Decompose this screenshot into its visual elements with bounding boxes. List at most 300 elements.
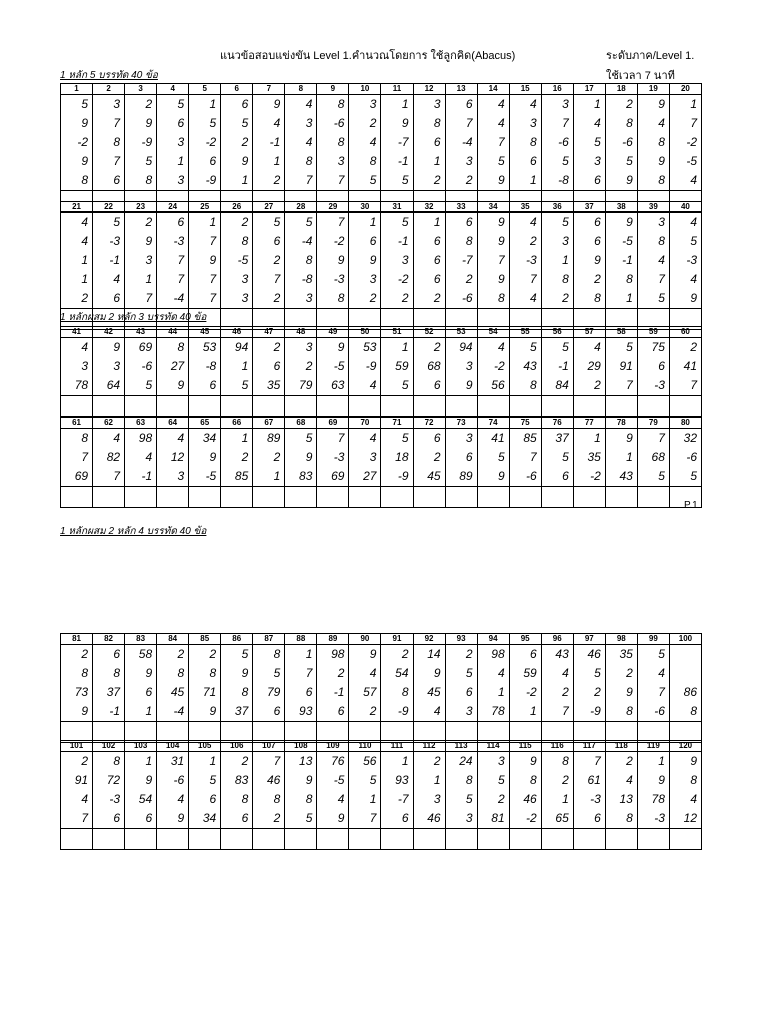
- operand-cell: 3: [541, 232, 573, 251]
- operand-cell: 61: [573, 771, 605, 790]
- operand-cell: 2: [253, 338, 285, 358]
- operand-cell: 54: [125, 790, 157, 809]
- operand-cell: 41: [477, 429, 509, 449]
- operand-cell: 5: [349, 771, 381, 790]
- answer-cell[interactable]: [413, 396, 445, 417]
- problem-number: 114: [477, 741, 509, 752]
- operand-cell: 9: [413, 664, 445, 683]
- answer-cell[interactable]: [669, 396, 701, 417]
- operand-cell: -6: [509, 467, 541, 487]
- operand-cell: 3: [381, 251, 413, 270]
- operand-cell: 5: [477, 771, 509, 790]
- operand-cell: 4: [285, 133, 317, 152]
- operand-row: [61, 683, 702, 702]
- operand-cell: 8: [605, 702, 637, 722]
- operand-cell: 3: [413, 95, 445, 115]
- answer-cell[interactable]: [61, 487, 93, 508]
- problem-number: 46: [221, 327, 253, 338]
- operand-cell: 7: [189, 232, 221, 251]
- operand-cell: 8: [381, 683, 413, 702]
- problem-table: [60, 83, 702, 212]
- operand-cell: 3: [637, 213, 669, 233]
- operand-cell: 9: [605, 213, 637, 233]
- problem-number: 45: [189, 327, 221, 338]
- operand-cell: 43: [509, 357, 541, 376]
- operand-cell: -1: [605, 251, 637, 270]
- operand-cell: 7: [669, 376, 701, 396]
- operand-cell: 6: [125, 683, 157, 702]
- answer-cell[interactable]: [61, 829, 93, 850]
- operand-cell: 2: [573, 376, 605, 396]
- answer-cell[interactable]: [125, 829, 157, 850]
- problem-number: 63: [125, 418, 157, 429]
- operand-cell: 35: [605, 645, 637, 665]
- operand-cell: 9: [125, 664, 157, 683]
- operand-cell: 4: [637, 664, 669, 683]
- operand-cell: 7: [317, 429, 349, 449]
- operand-cell: 5: [93, 213, 125, 233]
- operand-cell: 82: [93, 448, 125, 467]
- operand-cell: 8: [349, 152, 381, 171]
- answer-cell[interactable]: [189, 829, 221, 850]
- answer-cell[interactable]: [445, 396, 477, 417]
- operand-cell: 7: [669, 114, 701, 133]
- operand-cell: 9: [637, 771, 669, 790]
- operand-cell: 8: [317, 133, 349, 152]
- answer-cell[interactable]: [317, 396, 349, 417]
- answer-cell[interactable]: [317, 829, 349, 850]
- answer-cell[interactable]: [157, 396, 189, 417]
- problem-number: 35: [509, 202, 541, 213]
- operand-row: [61, 251, 702, 270]
- answer-cell[interactable]: [381, 487, 413, 508]
- section-label-2: 1 หลักผสม 2 หลัก 3 บรรทัด 40 ข้อ: [60, 312, 207, 323]
- operand-cell: -2: [381, 270, 413, 289]
- operand-cell: 2: [573, 683, 605, 702]
- operand-cell: 1: [221, 357, 253, 376]
- operand-cell: 1: [669, 95, 701, 115]
- answer-cell[interactable]: [605, 829, 637, 850]
- operand-cell: 2: [573, 270, 605, 289]
- operand-cell: 2: [253, 289, 285, 309]
- operand-cell: 56: [477, 376, 509, 396]
- problem-number: 79: [637, 418, 669, 429]
- operand-cell: 7: [605, 376, 637, 396]
- operand-cell: 1: [637, 752, 669, 772]
- problem-number: 83: [125, 634, 157, 645]
- answer-cell[interactable]: [221, 487, 253, 508]
- answer-cell[interactable]: [189, 487, 221, 508]
- answer-row: [61, 829, 702, 850]
- operand-cell: 2: [221, 448, 253, 467]
- answer-cell[interactable]: [605, 396, 637, 417]
- answer-cell[interactable]: [573, 829, 605, 850]
- operand-cell: 4: [157, 790, 189, 809]
- problem-number: 109: [317, 741, 349, 752]
- answer-cell[interactable]: [669, 829, 701, 850]
- operand-cell: 89: [445, 467, 477, 487]
- operand-cell: 8: [317, 95, 349, 115]
- operand-cell: 2: [413, 752, 445, 772]
- operand-cell: 8: [285, 152, 317, 171]
- operand-cell: 6: [221, 809, 253, 829]
- operand-cell: 5: [637, 645, 669, 665]
- operand-cell: 53: [189, 338, 221, 358]
- problem-number: 61: [61, 418, 93, 429]
- operand-cell: 2: [253, 448, 285, 467]
- operand-cell: 5: [637, 289, 669, 309]
- operand-cell: 8: [477, 289, 509, 309]
- operand-row: [61, 702, 702, 722]
- operand-cell: 41: [669, 357, 701, 376]
- operand-cell: 9: [605, 429, 637, 449]
- operand-cell: -1: [93, 702, 125, 722]
- operand-cell: 9: [669, 289, 701, 309]
- answer-cell[interactable]: [637, 396, 669, 417]
- operand-cell: 9: [253, 95, 285, 115]
- operand-cell: 7: [477, 251, 509, 270]
- operand-cell: 5: [221, 114, 253, 133]
- answer-cell[interactable]: [541, 487, 573, 508]
- operand-cell: 5: [381, 213, 413, 233]
- problem-number-row: [61, 202, 702, 213]
- operand-cell: 1: [189, 213, 221, 233]
- answer-cell[interactable]: [413, 487, 445, 508]
- operand-cell: 4: [477, 338, 509, 358]
- operand-cell: 1: [125, 702, 157, 722]
- operand-cell: 5: [381, 376, 413, 396]
- operand-cell: 5: [573, 664, 605, 683]
- operand-cell: 5: [541, 213, 573, 233]
- operand-cell: 1: [221, 429, 253, 449]
- answer-cell[interactable]: [349, 829, 381, 850]
- operand-cell: 9: [189, 702, 221, 722]
- problem-number: 104: [157, 741, 189, 752]
- problem-number: 17: [573, 84, 605, 95]
- operand-cell: 3: [541, 95, 573, 115]
- operand-cell: 7: [61, 448, 93, 467]
- problem-number: 72: [413, 418, 445, 429]
- operand-cell: -8: [189, 357, 221, 376]
- problem-number-row: [61, 741, 702, 752]
- operand-cell: 7: [61, 809, 93, 829]
- operand-cell: 9: [477, 232, 509, 251]
- operand-cell: 4: [93, 429, 125, 449]
- operand-cell: 7: [509, 448, 541, 467]
- answer-cell[interactable]: [221, 396, 253, 417]
- operand-cell: -1: [381, 152, 413, 171]
- operand-cell: 2: [61, 289, 93, 309]
- operand-cell: 7: [445, 114, 477, 133]
- operand-cell: 1: [349, 790, 381, 809]
- operand-cell: 4: [509, 289, 541, 309]
- answer-cell[interactable]: [477, 829, 509, 850]
- operand-cell: 3: [413, 790, 445, 809]
- problem-number: 69: [317, 418, 349, 429]
- problem-number: 13: [445, 84, 477, 95]
- operand-cell: 2: [253, 251, 285, 270]
- operand-cell: 6: [189, 376, 221, 396]
- operand-cell: 8: [189, 664, 221, 683]
- operand-cell: 3: [157, 467, 189, 487]
- operand-cell: 7: [637, 683, 669, 702]
- operand-cell: 5: [381, 429, 413, 449]
- operand-cell: 9: [605, 171, 637, 191]
- operand-cell: 7: [477, 133, 509, 152]
- problem-number: 28: [285, 202, 317, 213]
- problem-number: 7: [253, 84, 285, 95]
- operand-cell: 8: [61, 171, 93, 191]
- problem-number: 98: [605, 634, 637, 645]
- answer-cell[interactable]: [93, 829, 125, 850]
- operand-cell: 6: [573, 171, 605, 191]
- answer-cell[interactable]: [541, 396, 573, 417]
- answer-cell[interactable]: [125, 487, 157, 508]
- answer-cell[interactable]: [605, 487, 637, 508]
- operand-cell: 7: [285, 171, 317, 191]
- answer-cell[interactable]: [93, 487, 125, 508]
- operand-cell: -9: [125, 133, 157, 152]
- level-label: ระดับภาค/Level 1.: [606, 50, 695, 62]
- operand-cell: 7: [573, 752, 605, 772]
- operand-cell: 4: [477, 95, 509, 115]
- operand-cell: 2: [541, 289, 573, 309]
- operand-cell: 5: [477, 448, 509, 467]
- operand-cell: 7: [93, 114, 125, 133]
- answer-cell[interactable]: [61, 396, 93, 417]
- problem-number-row: [61, 418, 702, 429]
- answer-cell[interactable]: [221, 829, 253, 850]
- operand-cell: 8: [637, 171, 669, 191]
- answer-cell[interactable]: [253, 487, 285, 508]
- operand-cell: 6: [413, 133, 445, 152]
- operand-cell: 9: [61, 702, 93, 722]
- answer-cell[interactable]: [349, 487, 381, 508]
- problem-number: 31: [381, 202, 413, 213]
- operand-cell: 68: [637, 448, 669, 467]
- answer-cell[interactable]: [413, 829, 445, 850]
- operand-cell: 59: [509, 664, 541, 683]
- problem-number: 68: [285, 418, 317, 429]
- operand-cell: 7: [285, 664, 317, 683]
- operand-cell: 46: [573, 645, 605, 665]
- operand-cell: 1: [125, 752, 157, 772]
- operand-cell: 6: [349, 232, 381, 251]
- problem-number: 74: [477, 418, 509, 429]
- operand-cell: 3: [477, 752, 509, 772]
- operand-cell: 5: [637, 467, 669, 487]
- operand-cell: 5: [349, 171, 381, 191]
- operand-cell: -3: [637, 376, 669, 396]
- problem-number: 67: [253, 418, 285, 429]
- problem-number: 66: [221, 418, 253, 429]
- operand-cell: 9: [349, 645, 381, 665]
- answer-cell[interactable]: [285, 487, 317, 508]
- operand-cell: 8: [445, 771, 477, 790]
- problem-number: 1: [61, 84, 93, 95]
- operand-cell: 1: [381, 95, 413, 115]
- problem-number: 58: [605, 327, 637, 338]
- answer-cell[interactable]: [637, 829, 669, 850]
- answer-cell[interactable]: [509, 396, 541, 417]
- answer-cell[interactable]: [509, 487, 541, 508]
- answer-cell[interactable]: [157, 829, 189, 850]
- operand-cell: 4: [477, 664, 509, 683]
- operand-cell: 4: [509, 95, 541, 115]
- problem-number: 15: [509, 84, 541, 95]
- answer-cell[interactable]: [573, 396, 605, 417]
- operand-cell: 68: [413, 357, 445, 376]
- answer-cell[interactable]: [93, 396, 125, 417]
- operand-cell: 6: [445, 683, 477, 702]
- problem-number: 105: [189, 741, 221, 752]
- operand-cell: 5: [573, 133, 605, 152]
- operand-cell: 9: [445, 376, 477, 396]
- operand-cell: 2: [445, 645, 477, 665]
- operand-cell: 8: [317, 289, 349, 309]
- operand-cell: 2: [125, 95, 157, 115]
- operand-row: [61, 429, 702, 449]
- operand-cell: 8: [125, 171, 157, 191]
- operand-cell: 2: [541, 683, 573, 702]
- time-limit: ใช้เวลา 7 นาที: [606, 70, 675, 82]
- operand-cell: 2: [61, 645, 93, 665]
- answer-cell[interactable]: [349, 396, 381, 417]
- operand-cell: 64: [93, 376, 125, 396]
- operand-cell: 2: [189, 645, 221, 665]
- operand-cell: 73: [61, 683, 93, 702]
- problem-number: 39: [637, 202, 669, 213]
- operand-cell: -2: [509, 683, 541, 702]
- problem-number: 89: [317, 634, 349, 645]
- problem-number-row: [61, 634, 702, 645]
- problem-number: 80: [669, 418, 701, 429]
- problem-number: 51: [381, 327, 413, 338]
- problem-number: 37: [573, 202, 605, 213]
- operand-cell: 3: [221, 270, 253, 289]
- operand-cell: 7: [317, 171, 349, 191]
- answer-cell[interactable]: [253, 396, 285, 417]
- operand-cell: -2: [573, 467, 605, 487]
- operand-cell: 6: [413, 232, 445, 251]
- operand-cell: 8: [221, 232, 253, 251]
- operand-cell: 4: [669, 213, 701, 233]
- operand-cell: 6: [93, 171, 125, 191]
- operand-cell: 3: [61, 357, 93, 376]
- operand-cell: 6: [413, 376, 445, 396]
- operand-cell: 7: [637, 429, 669, 449]
- answer-cell[interactable]: [477, 487, 509, 508]
- operand-cell: 46: [509, 790, 541, 809]
- answer-cell[interactable]: [317, 487, 349, 508]
- operand-cell: 4: [349, 133, 381, 152]
- operand-cell: -1: [541, 357, 573, 376]
- answer-cell[interactable]: [189, 396, 221, 417]
- operand-cell: 8: [285, 251, 317, 270]
- operand-cell: 75: [637, 338, 669, 358]
- problem-number: 4: [157, 84, 189, 95]
- operand-cell: 71: [189, 683, 221, 702]
- operand-cell: -5: [669, 152, 701, 171]
- operand-cell: 8: [253, 645, 285, 665]
- answer-cell[interactable]: [637, 487, 669, 508]
- answer-cell[interactable]: [381, 396, 413, 417]
- answer-cell[interactable]: [253, 829, 285, 850]
- answer-cell[interactable]: [573, 487, 605, 508]
- section-label-3: 1 หลักผสม 2 หลัก 4 บรรทัด 40 ข้อ: [60, 526, 207, 537]
- operand-cell: 7: [157, 270, 189, 289]
- operand-cell: 3: [285, 114, 317, 133]
- answer-cell[interactable]: [445, 487, 477, 508]
- operand-cell: -1: [125, 467, 157, 487]
- problem-number: 78: [605, 418, 637, 429]
- operand-cell: 6: [445, 213, 477, 233]
- operand-cell: -5: [189, 467, 221, 487]
- operand-cell: 8: [605, 270, 637, 289]
- operand-cell: 2: [669, 338, 701, 358]
- operand-cell: 1: [285, 645, 317, 665]
- problem-number: 85: [189, 634, 221, 645]
- operand-cell: 6: [637, 357, 669, 376]
- answer-cell[interactable]: [381, 829, 413, 850]
- operand-row: [61, 270, 702, 289]
- operand-cell: 6: [573, 809, 605, 829]
- operand-cell: 8: [509, 771, 541, 790]
- problem-number: 36: [541, 202, 573, 213]
- problem-number: 43: [125, 327, 157, 338]
- operand-cell: 2: [317, 664, 349, 683]
- operand-cell: 1: [477, 683, 509, 702]
- problem-number: 115: [509, 741, 541, 752]
- operand-row: [61, 809, 702, 829]
- operand-cell: 27: [157, 357, 189, 376]
- operand-cell: 9: [669, 752, 701, 772]
- operand-cell: -4: [157, 702, 189, 722]
- operand-cell: -2: [477, 357, 509, 376]
- answer-cell[interactable]: [285, 829, 317, 850]
- operand-cell: 6: [445, 448, 477, 467]
- operand-cell: 59: [381, 357, 413, 376]
- answer-cell[interactable]: [285, 396, 317, 417]
- operand-cell: 46: [413, 809, 445, 829]
- operand-cell: 1: [61, 270, 93, 289]
- operand-cell: 9: [221, 664, 253, 683]
- answer-cell[interactable]: [541, 829, 573, 850]
- operand-cell: 5: [125, 376, 157, 396]
- operand-cell: 91: [61, 771, 93, 790]
- operand-cell: 2: [221, 133, 253, 152]
- answer-cell[interactable]: [157, 487, 189, 508]
- answer-cell[interactable]: [445, 829, 477, 850]
- operand-cell: 6: [93, 289, 125, 309]
- answer-cell[interactable]: [125, 396, 157, 417]
- problem-table: [60, 740, 702, 850]
- operand-cell: 3: [573, 152, 605, 171]
- operand-cell: 8: [669, 702, 701, 722]
- operand-cell: 2: [285, 357, 317, 376]
- answer-cell[interactable]: [509, 829, 541, 850]
- answer-cell[interactable]: [477, 396, 509, 417]
- operand-cell: 81: [477, 809, 509, 829]
- operand-cell: 2: [157, 645, 189, 665]
- operand-cell: 5: [541, 152, 573, 171]
- problem-number: 57: [573, 327, 605, 338]
- operand-row: [61, 645, 702, 665]
- operand-cell: 9: [637, 95, 669, 115]
- operand-cell: -3: [317, 270, 349, 289]
- operand-cell: 53: [349, 338, 381, 358]
- operand-cell: 78: [477, 702, 509, 722]
